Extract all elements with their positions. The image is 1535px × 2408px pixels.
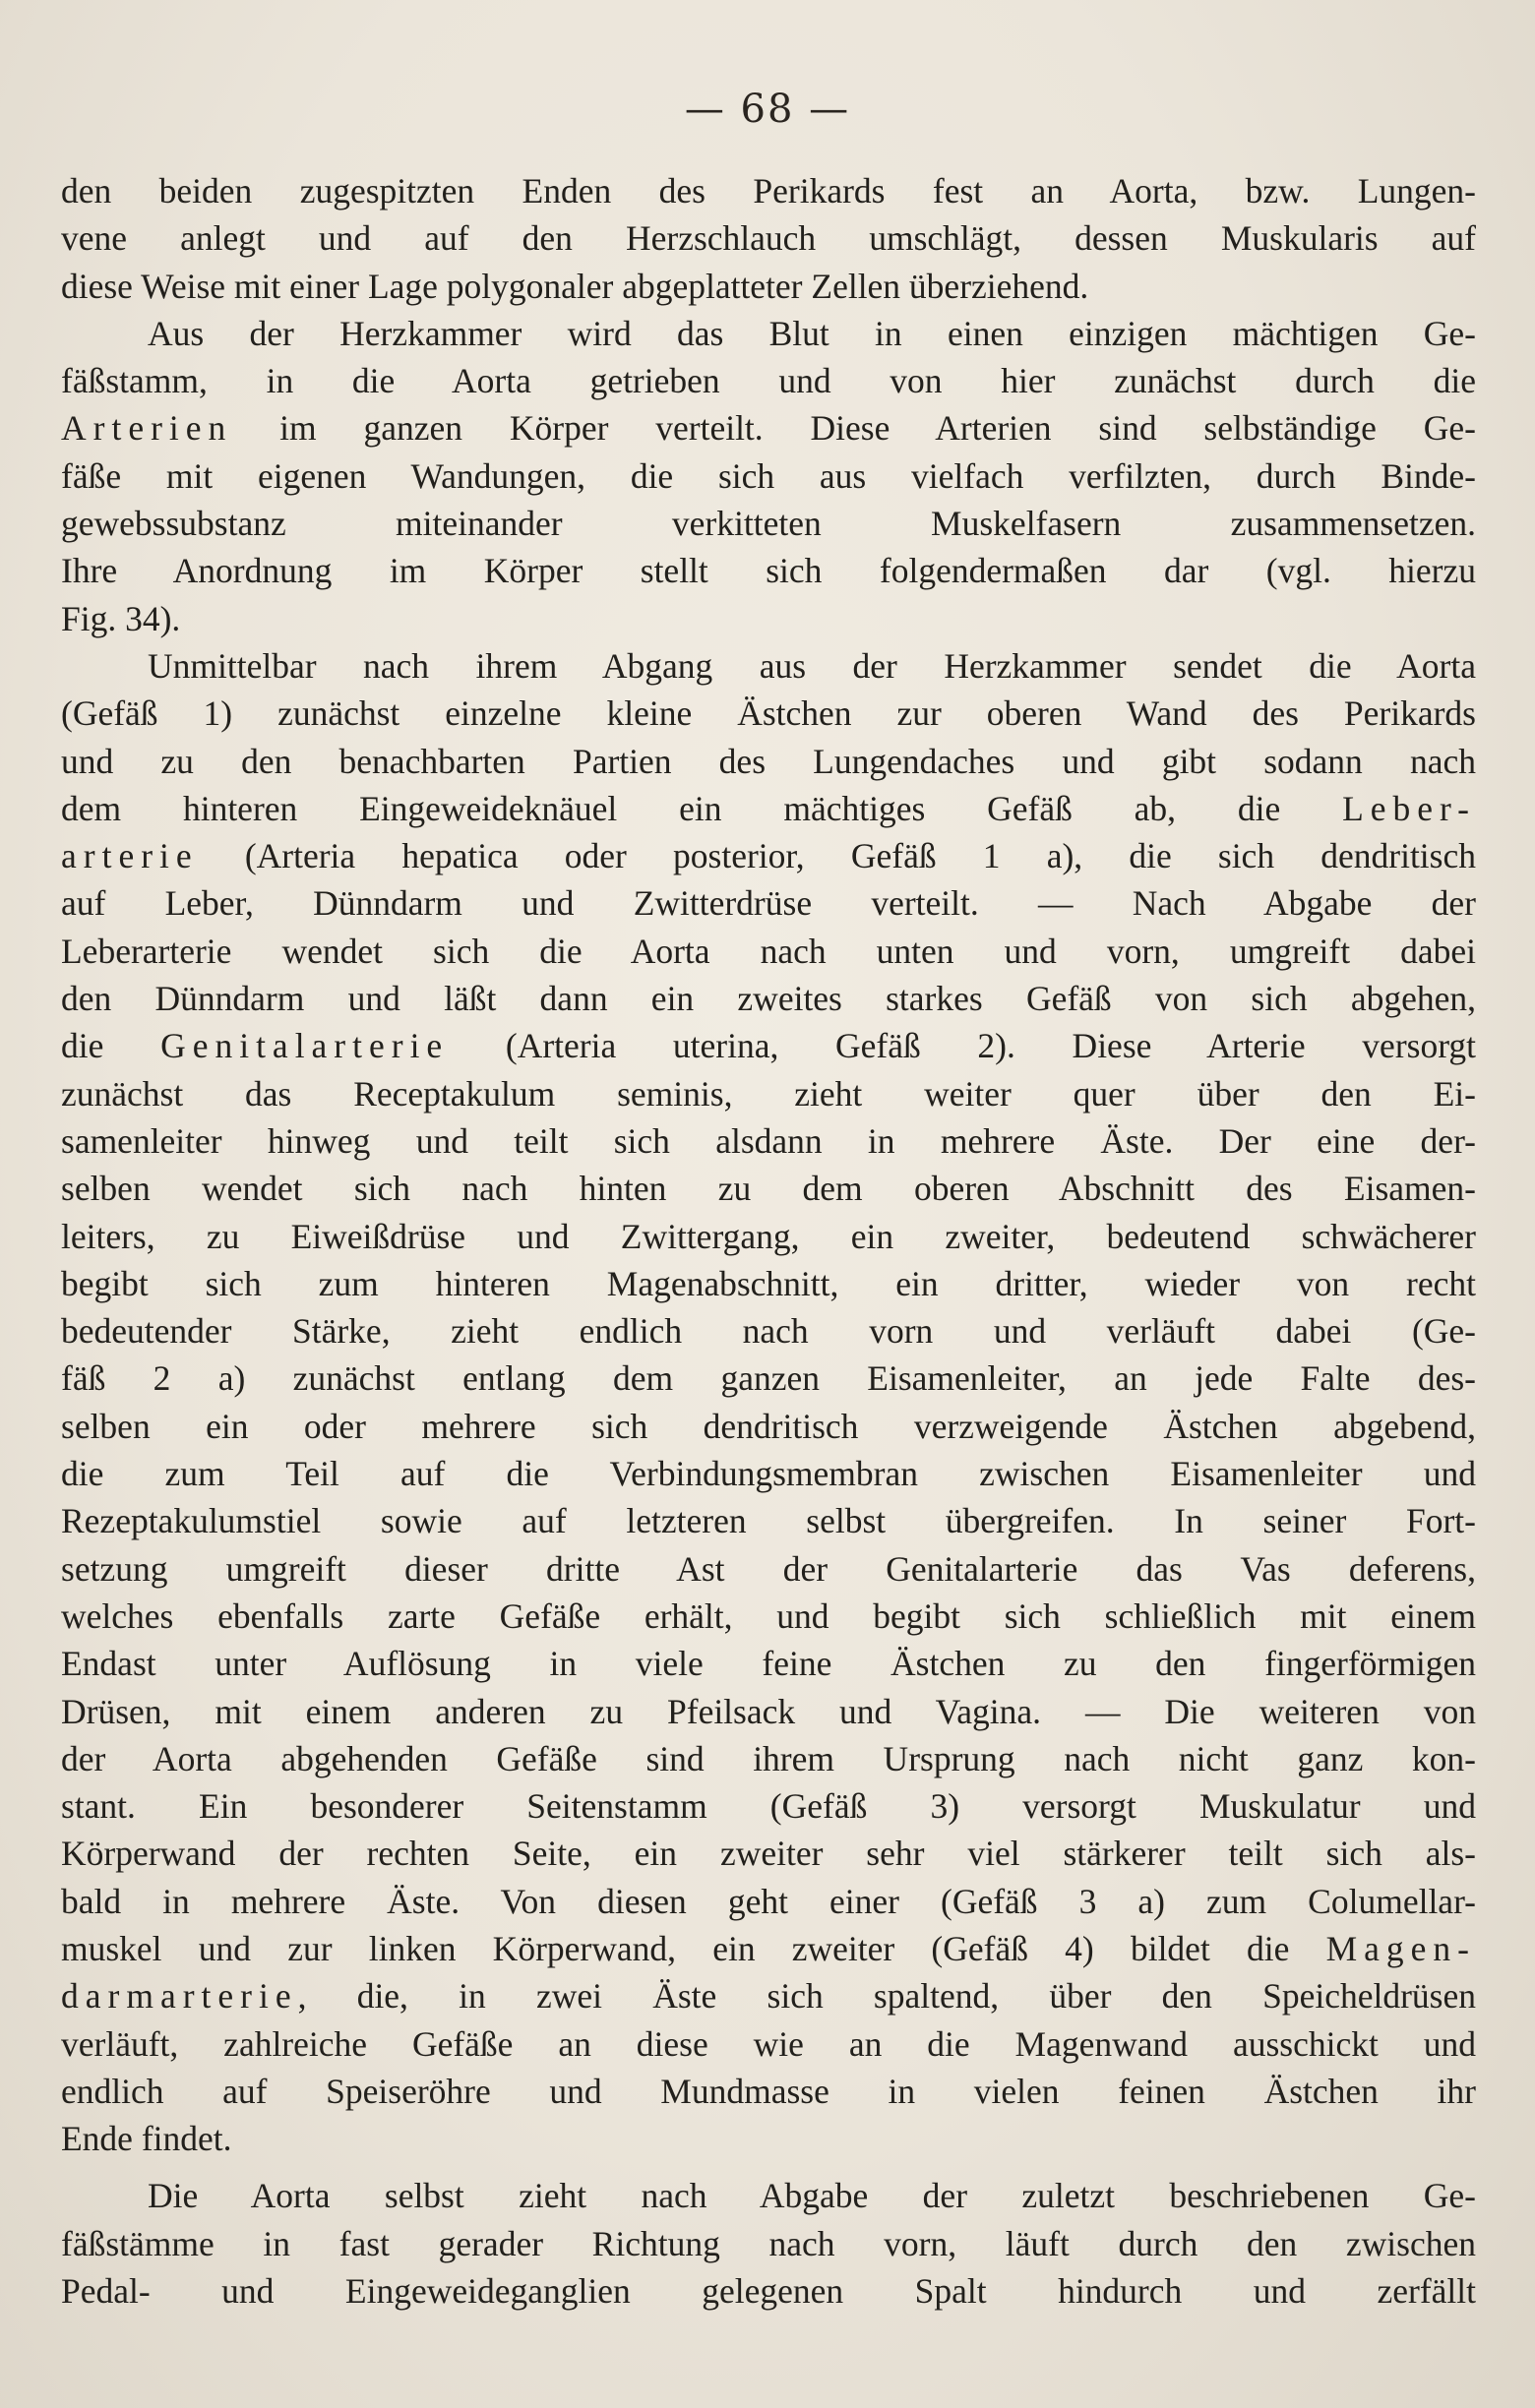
text-fragment: dem hinteren Eingeweideknäuel ein mächtiges Gefäß ab, die: [61, 788, 1343, 828]
text-fragment: im ganzen Körper verteilt. Diese Arterien sind selbständige Ge-: [232, 408, 1476, 449]
paragraph-4: [61, 2172, 1476, 2315]
paragraph-spacer: [61, 2162, 1476, 2172]
text-line: setzung umgreift dieser dritte Ast der Genitalarterie das Vas deferens,: [61, 1548, 1476, 1589]
text-line: (Gefäß 1) zunächst einzelne kleine Ästchen zur oberen Wand des Perikards: [61, 693, 1476, 734]
text-line: gewebssubstanz miteinander verkitteten Muskelfasern zusammensetzen.: [61, 504, 1476, 544]
text-line: fäße mit eigenen Wandungen, die sich aus vielfach verfilzten, durch Binde-: [61, 455, 1476, 496]
text-fragment: muskel und zur linken Körperwand, ein zweiter (Gefäß 4) bildet die: [61, 1928, 1326, 1968]
text-line: auf Leber, Dünndarm und Zwitterdrüse verteilt. — Nach Abgabe der: [61, 883, 1476, 924]
text-line: selben ein oder mehrere sich dendritisch verzweigende Ästchen abgebend,: [61, 1406, 1476, 1446]
text-line: Unmittelbar nach ihrem Abgang aus der Herzkammer sendet die Aorta: [148, 645, 1476, 686]
paragraph-1: [61, 167, 1476, 310]
text-line: Fig. 34).: [61, 598, 181, 638]
text-line: fäßstämme in fast gerader Richtung nach vorn, läuft durch den zwischen: [61, 2223, 1476, 2263]
text-line-with-spaced-term: [61, 1022, 1476, 1069]
spaced-term-darmarterie: darmarterie: [61, 1976, 298, 2017]
text-line: fäß 2 a) zunächst entlang dem ganzen Eisamenleiter, an jede Falte des-: [61, 1358, 1476, 1399]
spaced-term-arterien: Arterien: [61, 408, 233, 449]
text-line: der Aorta abgehenden Gefäße sind ihrem Ursprung nach nicht ganz kon-: [61, 1738, 1476, 1778]
text-line: bald in mehrere Äste. Von diesen geht einer (Gefäß 3 a) zum Columellar-: [61, 1881, 1476, 1921]
text-fragment: die: [61, 1026, 161, 1066]
spaced-term-genitalarterie: Genitalarterie: [160, 1026, 450, 1066]
text-line: begibt sich zum hinteren Magenabschnitt, ein dritter, wieder von recht: [61, 1263, 1476, 1303]
text-line-with-spaced-term: [61, 404, 1476, 452]
paragraph-3: [61, 642, 1476, 2163]
text-line: Drüsen, mit einem anderen zu Pfeilsack und Vagina. — Die weiteren von: [61, 1691, 1476, 1731]
text-line: den beiden zugespitzten Enden des Perikards fest an Aorta, bzw. Lungen-: [61, 171, 1476, 211]
body-text: [61, 167, 1476, 2315]
text-fragment: , die, in zwei Äste sich spaltend, über den Speicheldrüsen: [297, 1976, 1476, 2017]
text-fragment: (Arteria hepatica oder posterior, Gefäß 1 a), die sich dendritisch: [198, 836, 1476, 876]
text-line: den Dünndarm und läßt dann ein zweites starkes Gefäß von sich abgehen,: [61, 979, 1476, 1019]
text-line: Körperwand der rechten Seite, ein zweiter sehr viel stärkerer teilt sich als-: [61, 1834, 1476, 1874]
text-line-with-spaced-term: [61, 1925, 1476, 1972]
paragraph-2: [61, 310, 1476, 642]
text-line: selben wendet sich nach hinten zu dem oberen Abschnitt des Eisamen-: [61, 1169, 1476, 1209]
text-line: welches ebenfalls zarte Gefäße erhält, und begibt sich schließlich mit einem: [61, 1595, 1476, 1636]
text-line: Ihre Anordnung im Körper stellt sich folgendermaßen dar (vgl. hierzu: [61, 551, 1476, 591]
text-line: und zu den benachbarten Partien des Lungendaches und gibt sodann nach: [61, 741, 1476, 781]
text-line: bedeutender Stärke, zieht endlich nach vorn und verläuft dabei (Ge-: [61, 1311, 1476, 1352]
spaced-term-leber: Leber-: [1342, 788, 1476, 828]
text-line: Ende findet.: [61, 2119, 232, 2159]
text-line: verläuft, zahlreiche Gefäße an diese wie an die Magenwand ausschickt und: [61, 2023, 1476, 2064]
text-line-with-spaced-term: [61, 785, 1476, 832]
page-number: — 68 —: [684, 87, 851, 132]
text-line: zunächst das Receptakulum seminis, zieht weiter quer über den Ei-: [61, 1073, 1476, 1114]
spaced-term-magen: Magen-: [1325, 1928, 1476, 1968]
text-line: vene anlegt und auf den Herzschlauch umschlägt, dessen Muskularis auf: [61, 218, 1476, 259]
spaced-term-arterie: arterie: [61, 836, 199, 876]
text-fragment: (Arteria uterina, Gefäß 2). Diese Arterie versorgt: [449, 1026, 1476, 1066]
text-line: samenleiter hinweg und teilt sich alsdann in mehrere Äste. Der eine der-: [61, 1120, 1476, 1161]
text-line: die zum Teil auf die Verbindungsmembran zwischen Eisamenleiter und: [61, 1454, 1476, 1494]
text-line-with-spaced-term: [61, 1972, 1476, 2019]
text-line: Leberarterie wendet sich die Aorta nach unten und vorn, umgreift dabei: [61, 931, 1476, 971]
text-line: fäßstamm, in die Aorta getrieben und von hier zunächst durch die: [61, 361, 1476, 401]
text-line: stant. Ein besonderer Seitenstamm (Gefäß 3) versorgt Muskulatur und: [61, 1786, 1476, 1827]
text-line: leiters, zu Eiweißdrüse und Zwittergang, ein zweiter, bedeutend schwächerer: [61, 1216, 1476, 1256]
text-line: diese Weise mit einer Lage polygonaler abgeplatteter Zellen überziehend.: [61, 266, 1089, 306]
text-line: Endast unter Auflösung in viele feine Ästchen zu den fingerförmigen: [61, 1644, 1476, 1684]
text-line: Pedal- und Eingeweideganglien gelegenen Spalt hindurch und zerfällt: [61, 2271, 1476, 2312]
text-line-with-spaced-term: [61, 832, 1476, 879]
text-line: endlich auf Speiseröhre und Mundmasse in vielen feinen Ästchen ihr: [61, 2071, 1476, 2111]
text-line: Aus der Herzkammer wird das Blut in einen einzigen mächtigen Ge-: [148, 313, 1476, 353]
text-line: Rezeptakulumstiel sowie auf letzteren selbst übergreifen. In seiner Fort-: [61, 1501, 1476, 1541]
text-line: Die Aorta selbst zieht nach Abgabe der zuletzt beschriebenen Ge-: [148, 2176, 1476, 2216]
